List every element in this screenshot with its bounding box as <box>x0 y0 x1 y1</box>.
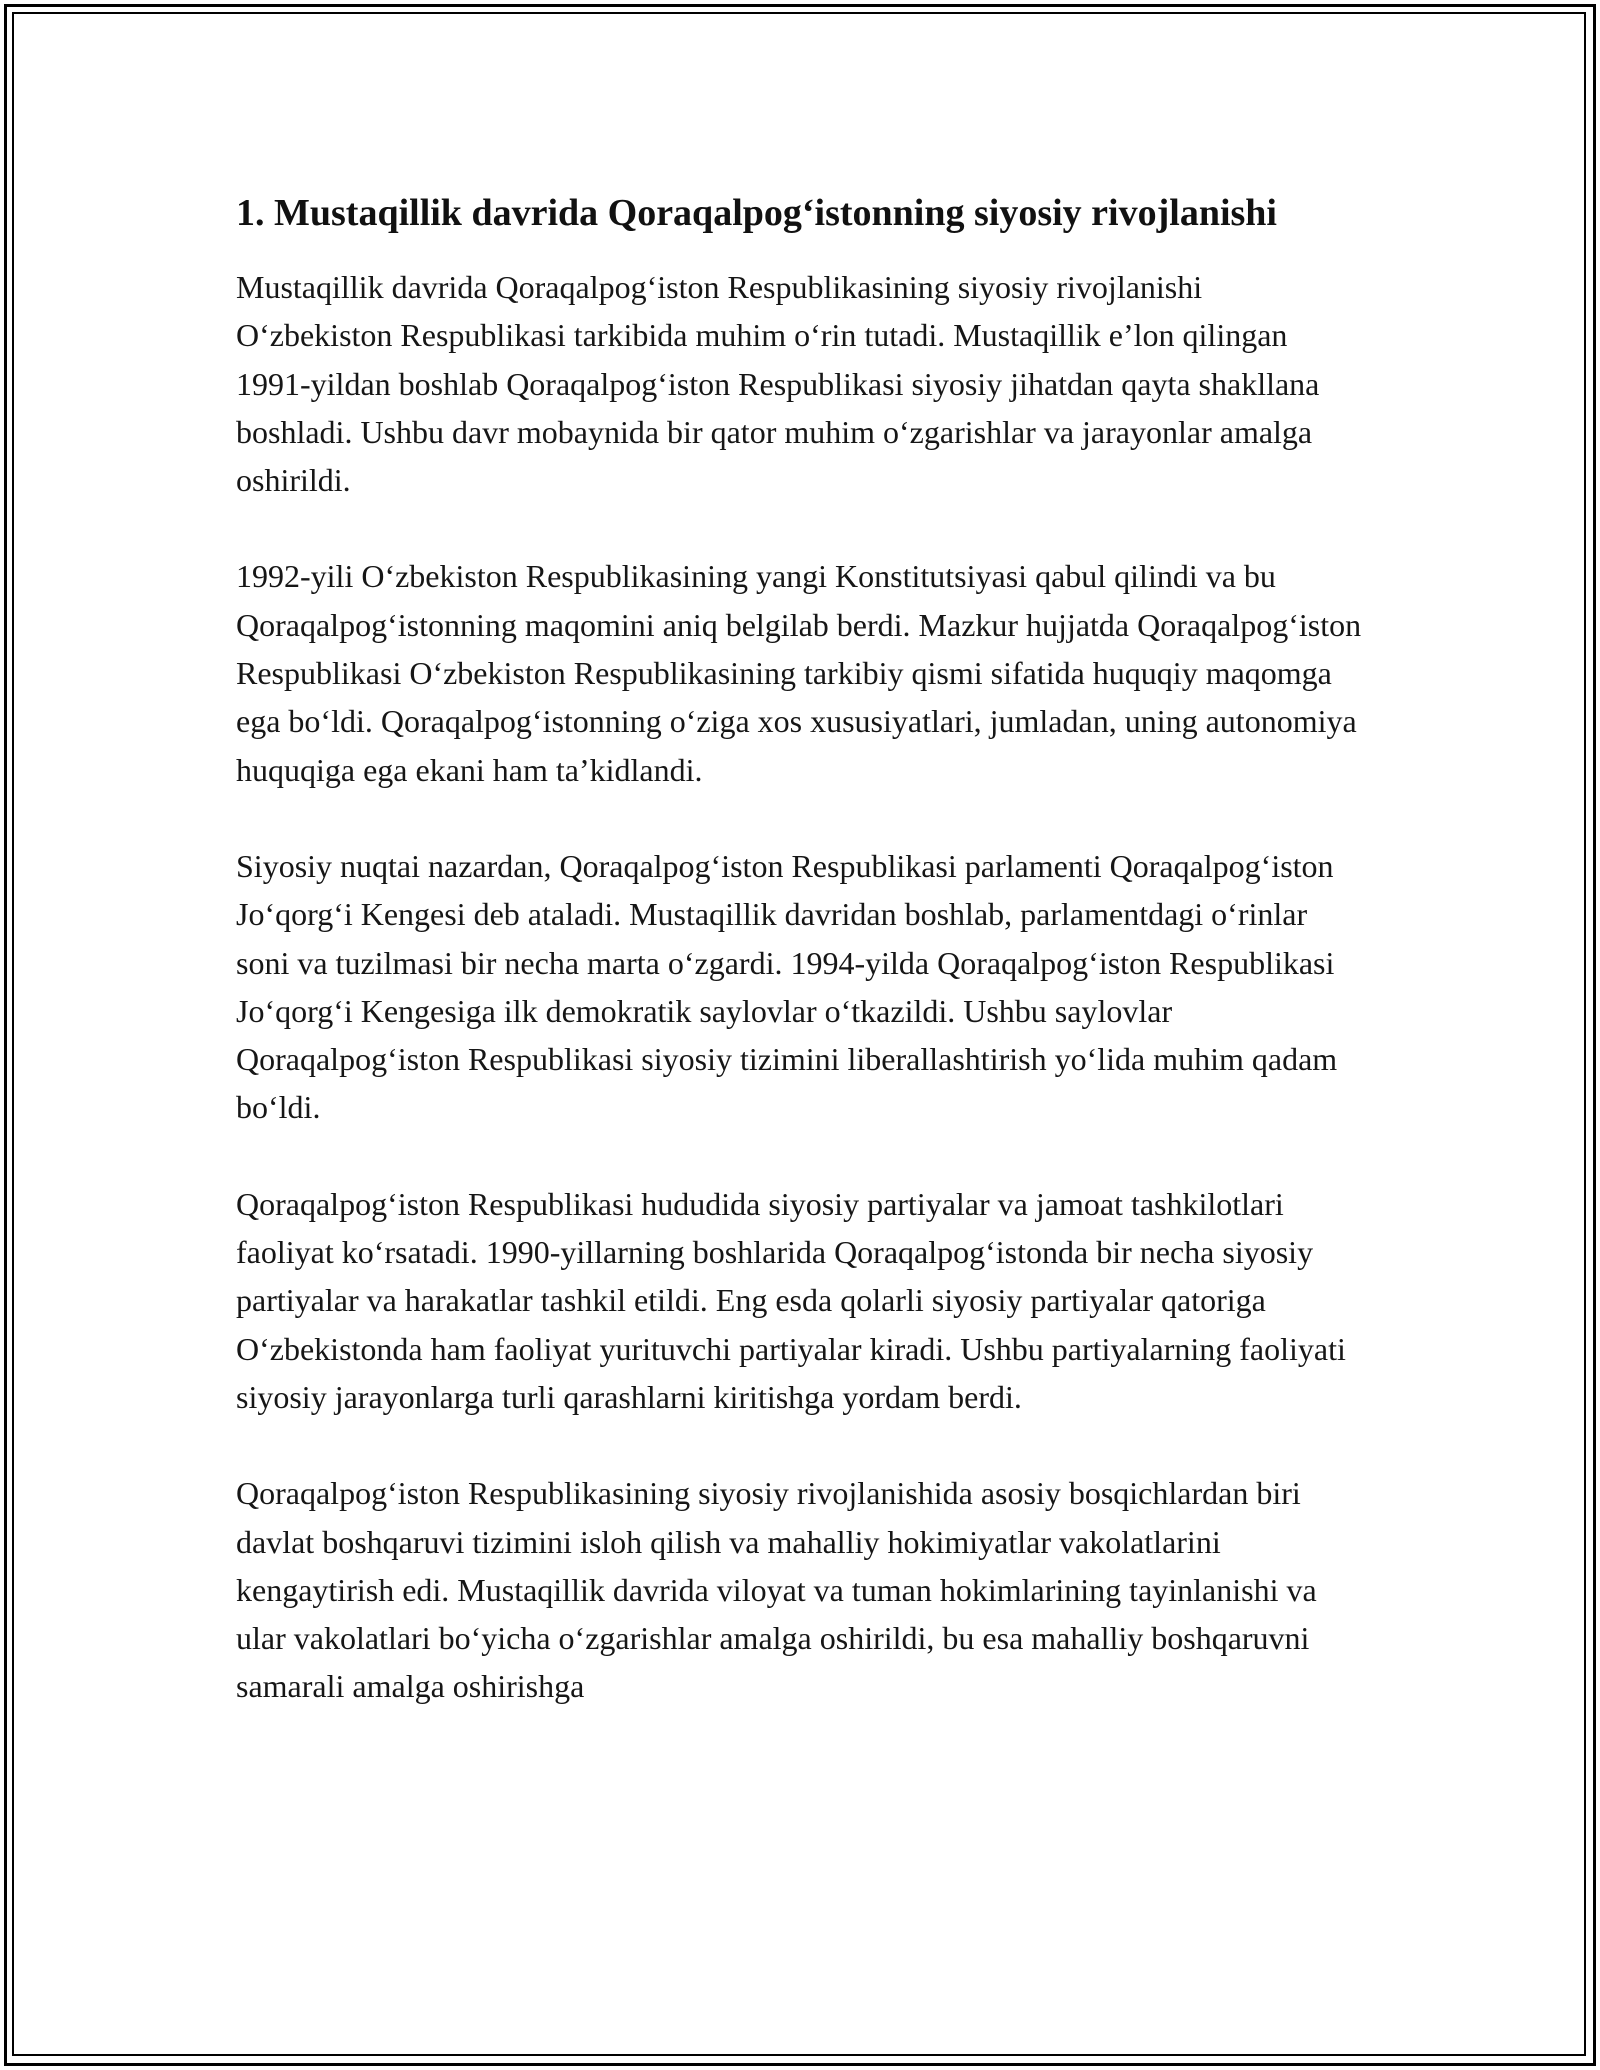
paragraph-2: 1992-yili O‘zbekiston Respublikasining yangi Konstitutsiyasi qabul qilindi va bu Qoraqalpog‘istonning maqomini aniq belgilab berdi. Mazkur hujjatda Qoraqalpog‘iston Respublikasi O‘zbekiston Respublikasining tarkibiy qismi sifatida huquqiy maqomga ega bo‘ldi. Qoraqalpog‘istonning o‘ziga xos xususiyatlari, jumladan, uning autonomiya huquqiga ega ekani ham ta’kidlandi. <box>236 558 1362 788</box>
paragraph-5: Qoraqalpog‘iston Respublikasining siyosiy rivojlanishida asosiy bosqichlardan biri davlat boshqaruvi tizimini isloh qilish va mahalliy hokimiyatlar vakolatlarini kengaytirish edi. Mustaqillik davrida viloyat va tuman hokimlarining tayinlanishi va ular vakolatlari bo‘yicha o‘zgarishlar amalga oshirildi, bu esa mahalliy boshqaruvni samarali amalga oshirishga <box>236 1475 1317 1705</box>
paragraph-3: Siyosiy nuqtai nazardan, Qoraqalpog‘iston Respublikasi parlamenti Qoraqalpog‘iston Jo‘qorg‘i Kengesi deb ataladi. Mustaqillik davridan boshlab, parlamentdagi o‘rinlar soni va tuzilmasi bir necha marta o‘zgardi. 1994-yilda Qoraqalpog‘iston Respublikasi Jo‘qorg‘i Kengesiga ilk demokratik saylovlar o‘tkazildi. Ushbu saylovlar Qoraqalpog‘iston Respublikasi siyosiy tizimini liberallashtirish yo‘lida muhim qadam bo‘ldi. <box>236 847 1338 1126</box>
section-heading: 1. Mustaqillik davrida Qoraqalpog‘istonning siyosiy rivojlanishi <box>236 192 1277 234</box>
document-body <box>236 186 1366 1759</box>
paragraph-4: Qoraqalpog‘iston Respublikasi hududida siyosiy partiyalar va jamoat tashkilotlari faoliyat ko‘rsatadi. 1990-yillarning boshlarida Qoraqalpog‘istonda bir necha siyosiy partiyalar va harakatlar tashkil etildi. Eng esda qolarli siyosiy partiyalar qatoriga O‘zbekistonda ham faoliyat yurituvchi partiyalar kiradi. Ushbu partiyalarning faoliyati siyosiy jarayonlarga turli qarashlarni kiritishga yordam berdi. <box>236 1185 1346 1415</box>
paragraph-1: Mustaqillik davrida Qoraqalpog‘iston Respublikasining siyosiy rivojlanishi O‘zbekiston Respublikasi tarkibida muhim o‘rin tutadi. Mustaqillik e’lon qilingan 1991-yildan boshlab Qoraqalpog‘iston Respublikasi siyosiy jihatdan qayta shakllana boshladi. Ushbu davr mobaynida bir qator muhim o‘zgarishlar va jarayonlar amalga oshirildi. <box>236 269 1320 499</box>
